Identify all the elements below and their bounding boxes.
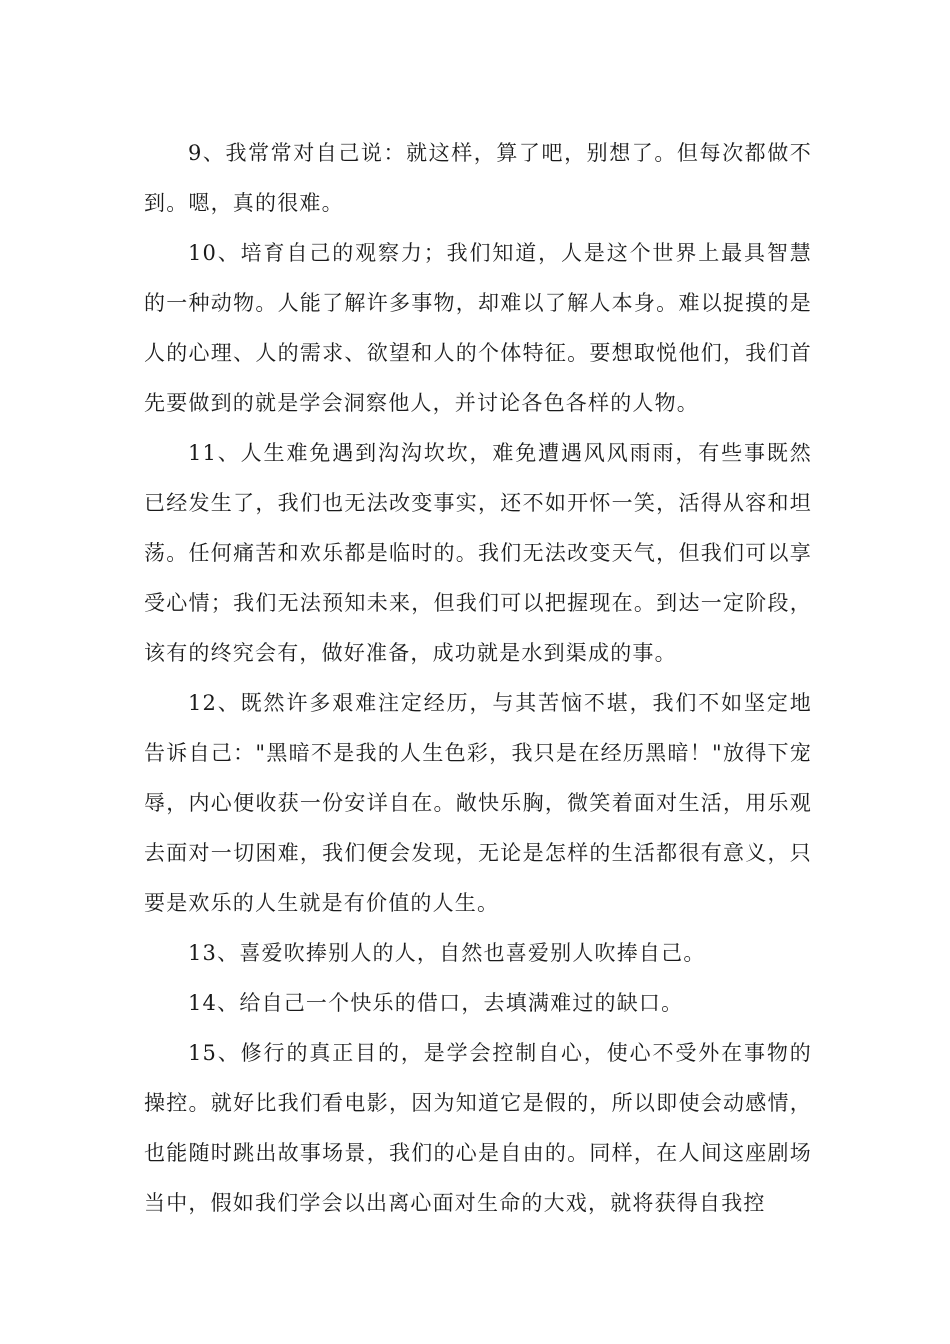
paragraph-9: 9、我常常对自己说：就这样，算了吧，别想了。但每次都做不到。嗯，真的很难。 (144, 141, 812, 215)
paragraph-11: 11、人生难免遇到沟沟坎坎，难免遭遇风风雨雨，有些事既然已经发生了，我们也无法改变事实，还不如开怀一笑，活得从容和坦荡。任何痛苦和欢乐都是临时的。我们无法改变天气，但我们可以享受心情；我们无法预知未来，但我们可以把握现在。到达一定阶段，该有的终究会有，做好准备，成功就是水到渠成的事。 (144, 441, 812, 665)
paragraph-12: 12、既然许多艰难注定经历，与其苦恼不堪，我们不如坚定地告诉自己："黑暗不是我的人生色彩，我只是在经历黑暗！"放得下宠辱，内心便收获一份安详自在。敞快乐胸，微笑着面对生活，用乐观去面对一切困难，我们便会发现，无论是怎样的生活都很有意义，只要是欢乐的人生就是有价值的人生。 (144, 691, 812, 915)
paragraph-13: 13、喜爱吹捧别人的人，自然也喜爱别人吹捧自己。 (188, 941, 706, 965)
document-body (144, 128, 812, 1228)
paragraph-15: 15、修行的真正目的，是学会控制自心，使心不受外在事物的操控。就好比我们看电影，因为知道它是假的，所以即使会动感情，也能随时跳出故事场景，我们的心是自由的。同样，在人间这座剧场当中，假如我们学会以出离心面对生命的大戏，就将获得自我控 (144, 1041, 812, 1215)
paragraph-10: 10、培育自己的观察力；我们知道，人是这个世界上最具智慧的一种动物。人能了解许多事物，却难以了解人本身。难以捉摸的是人的心理、人的需求、欲望和人的个体特征。要想取悦他们，我们首先要做到的就是学会洞察他人，并讨论各色各样的人物。 (144, 241, 812, 415)
paragraph-14: 14、给自己一个快乐的借口，去填满难过的缺口。 (188, 991, 684, 1015)
